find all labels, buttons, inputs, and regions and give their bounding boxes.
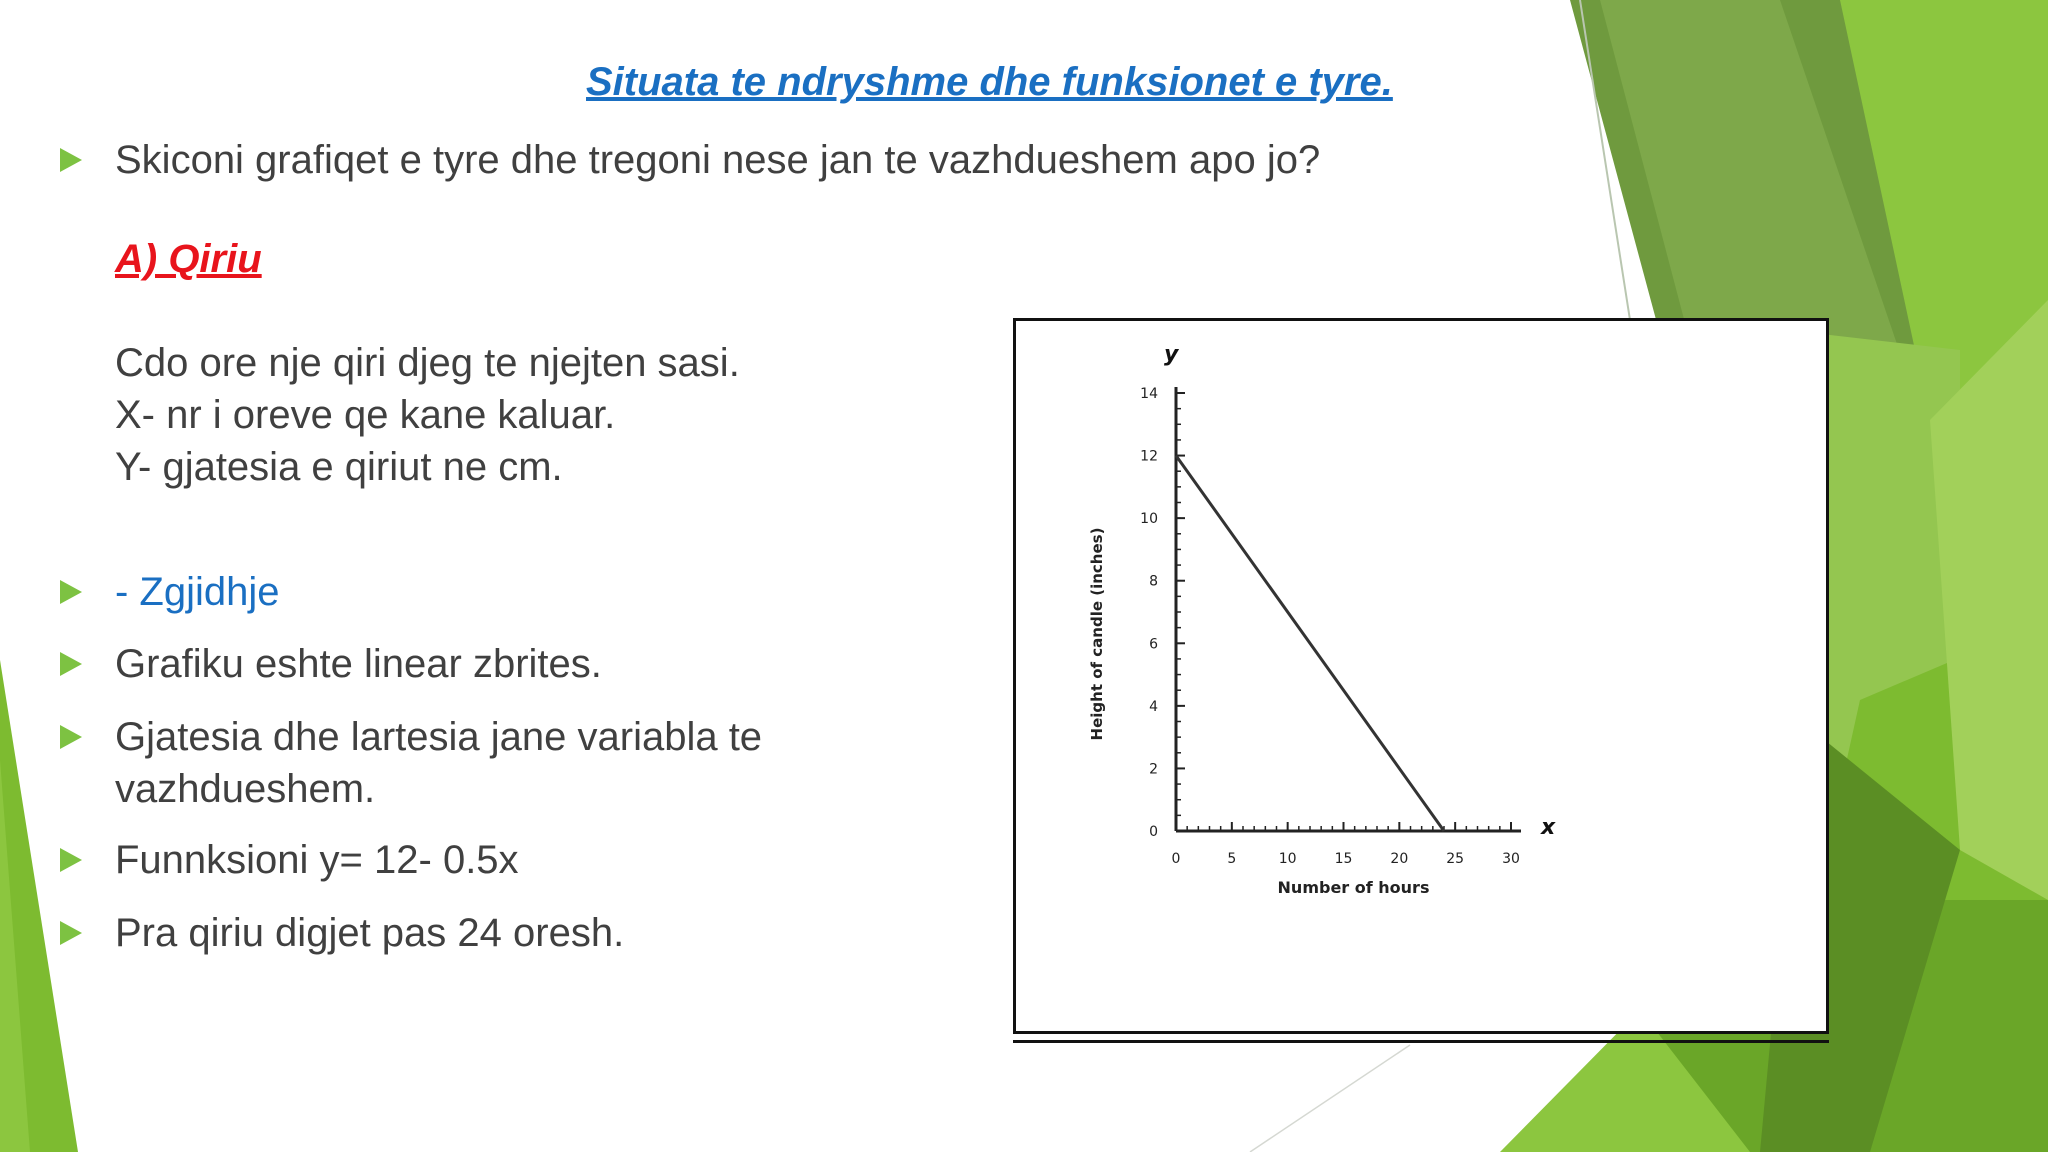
x-tick-label: 0	[1171, 851, 1181, 867]
series-line	[1176, 456, 1444, 831]
slide-title: Situata te ndryshme dhe funksionet e tyre.	[586, 60, 1393, 104]
y-tick-label: 12	[1140, 448, 1158, 465]
y-tick-label: 6	[1149, 636, 1158, 653]
intro-text: Skiconi grafiqet e tyre dhe tregoni nese jan te vazhdueshem apo jo?	[115, 138, 1321, 182]
point-text: Pra qiriu digjet pas 24 oresh.	[115, 911, 625, 955]
y-tick-label: 14	[1140, 386, 1158, 402]
y-tick-label: 8	[1149, 573, 1158, 590]
x-tick-label: 5	[1227, 851, 1237, 867]
x-tick-label: 20	[1390, 851, 1409, 867]
point-text-continued: vazhdueshem.	[115, 767, 376, 811]
point-text: Gjatesia dhe lartesia jane variabla te	[115, 715, 763, 759]
candle-chart	[1016, 321, 1826, 1031]
y-tick-label: 0	[1149, 824, 1158, 840]
y-tick-label: 4	[1149, 698, 1158, 715]
y-tick-label: 2	[1149, 761, 1158, 778]
point-text: Grafiku eshte linear zbrites.	[115, 642, 602, 686]
bullet-icon	[60, 652, 82, 676]
bullet-icon	[60, 148, 82, 172]
x-axis-label: Number of hours	[1277, 878, 1430, 897]
y-axis-label: Height of candle (inches)	[1088, 527, 1106, 741]
x-tick-label: 30	[1502, 851, 1520, 867]
x-tick-label: 10	[1278, 851, 1297, 867]
x-tick-label: 15	[1334, 851, 1353, 867]
bullet-icon	[60, 921, 82, 945]
y-tick-label: 10	[1140, 511, 1158, 528]
bullet-icon	[60, 580, 82, 604]
solution-label: - Zgjidhje	[115, 570, 280, 614]
x-axis-letter: x	[1541, 815, 1556, 840]
point-text: Funnksioni y= 12- 0.5x	[115, 838, 519, 882]
description-line: X- nr i oreve qe kane kaluar.	[115, 393, 616, 437]
bullet-icon	[60, 848, 82, 872]
chart-frame	[1013, 318, 1829, 1034]
section-heading: A) Qiriu	[115, 237, 262, 281]
description-line: Cdo ore nje qiri djeg te njejten sasi.	[115, 341, 740, 385]
x-tick-label: 25	[1446, 851, 1465, 867]
description-line: Y- gjatesia e qiriut ne cm.	[115, 445, 563, 489]
bullet-icon	[60, 725, 82, 749]
y-axis-letter: y	[1164, 342, 1179, 367]
